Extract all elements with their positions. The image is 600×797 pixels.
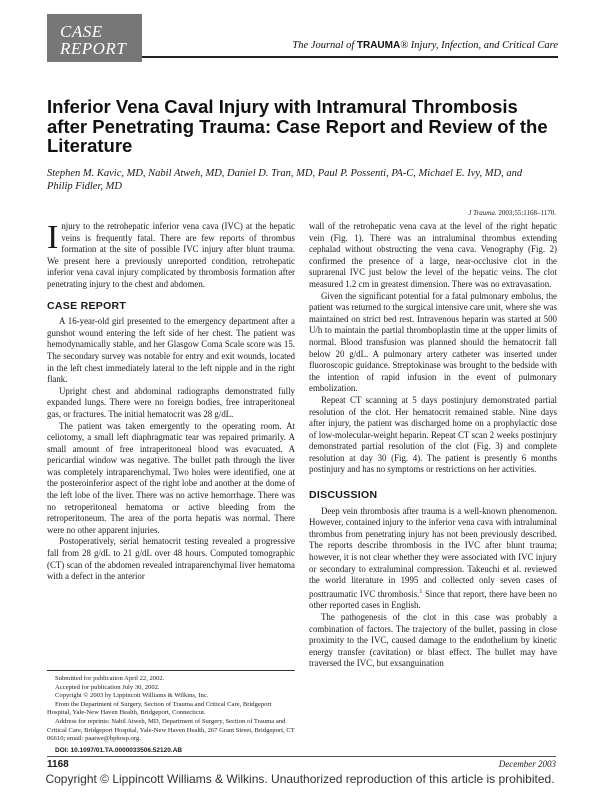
footnote-accepted: Accepted for publication July 30, 2002.: [55, 683, 160, 691]
issue-date: December 2003: [498, 759, 556, 769]
case-paragraph-1: A 16-year-old girl presented to the emergency department after a gunshot wound entering the left side of her chest. The patient was hemodynamically stable, and her Glasgow Coma Scale score was 15. The secondary survey was notable for entry and exit wounds, located in the left chest immediately lateral to the left nipple and in the right flank.: [47, 316, 295, 385]
journal-banner: [210, 40, 558, 51]
copyright-notice: Copyright © Lippincott Williams & Wilkins. Unauthorized reproduction of this article is prohibited.: [45, 772, 555, 786]
footnote-affiliation: From the Department of Surgery, Section of Trauma and Critical Care, Bridgeport Hospital, Yale-New Haven Health, Bridgeport, Connecticut.: [47, 700, 272, 717]
citation: [468, 209, 556, 217]
reference-1: 1: [419, 588, 423, 595]
abstract: [47, 221, 295, 291]
doi: DOI: 10.1097/01.TA.0000033506.52120.AB: [55, 746, 183, 754]
discussion-p1-b: Since that report, there have been no other reported cases in English.: [309, 588, 557, 611]
case-report-heading: CASE REPORT: [47, 299, 127, 312]
case-paragraph-5: wall of the retrohepatic vena cava at the level of the right hepatic vein (Fig. 1). There was an intraluminal thrombus extending cephalad without obstructing the vena cava. Venography (Fig. 2) confirmed the presence of a large, near-occlusive clot in the suprarenal IVC just below the level of the hepatic veins. The clot measured 1.2 cm in greatest dimension. There was no extravasation.: [309, 221, 557, 289]
case-report-tab: [47, 14, 142, 62]
footnote-copyright: Copyright © 2003 by Lippincott Williams & Wilkins, Inc.: [55, 692, 209, 700]
discussion-p1-a: Deep vein thrombosis after trauma is a well-known phenomenon. However, contained injury to the inferior vena cava with intraluminal thrombus from penetrating injury has not been previously described. The reports describe thrombosis in the IVC after blunt trauma; however, it is not clear whether they were associated with IVC injury or secondary to extraluminal compression. Takeuchi et al. reviewed the world literature in 1995 and collected only seven cases of posttraumatic IVC thrombosis.: [309, 505, 557, 599]
footnotes: [47, 670, 295, 755]
abstract-text: njury to the retrohepatic inferior vena cava (IVC) at the hepatic veins is frequently fatal. There are few reports of thrombus formation at the site of possible IVC injury after blunt trauma. We present here a previously unreported condition, retrohepatic inferior vena caval injury complicated by thrombosis formation after penetrating injury to the chest and abdomen.: [47, 221, 295, 289]
case-tab-line1: CASE: [60, 22, 103, 41]
journal-prefix: The Journal of: [292, 40, 357, 51]
case-paragraph-2: Upright chest and abdominal radiographs demonstrated fully expanded lungs. There were no foreign bodies, free intraperitoneal gas, or fractures. The initial hematocrit was 28 g/dL.: [47, 385, 295, 419]
drop-cap: I: [47, 219, 59, 256]
banner-rule: [142, 56, 558, 58]
journal-suffix: ® Injury, Infection, and Critical Care: [400, 40, 558, 51]
case-paragraph-6: Given the significant potential for a fatal pulmonary embolus, the patient was returned to the surgical intensive care unit, where she was maintained on strict bed rest. Intravenous heparin was started at 500 U/h to maintain the partial thromboplastin time at the upper limits of normal. Blood transfusion was planned should the hematocrit fall below 20 g/dL. A pulmonary artery catheter was inserted under fluoroscopic guidance. Streptokinase was brought to the bedside with the intention of rapid infusion in the event of pulmonary embolization.: [309, 290, 557, 394]
citation-journal: J Trauma.: [468, 209, 497, 217]
right-column: [309, 221, 557, 670]
discussion-paragraph-2: The pathogenesis of the clot in this case was probably a combination of factors. The trajectory of the bullet, passing in close proximity to the IVC, caused damage to the endothelium by kinetic energy transfer (cavitation) or blast effect. The bullet may have traversed the IVC, but exsanguination: [309, 611, 557, 669]
article-title: Inferior Vena Caval Injury with Intramural Thrombosis after Penetrating Trauma: Case Report and Review of the Literature: [47, 96, 548, 156]
case-paragraph-4: Postoperatively, serial hematocrit testing revealed a progressive fall from 28 g/dL to 21 g/dL over 48 hours. Computed tomographic (CT) scan of the abdomen revealed intraparenchymal liver hematoma with a defect in the anterior: [47, 536, 295, 582]
footer-rule: [47, 756, 556, 757]
author-list: Stephen M. Kavic, MD, Nabil Atweh, MD, Daniel D. Tran, MD, Paul P. Possenti, PA-C, Michael E. Ivy, MD, and Philip Fidler, MD: [47, 168, 523, 192]
discussion-heading: DISCUSSION: [309, 489, 378, 502]
page-number: 1168: [47, 759, 69, 770]
left-column: [47, 221, 295, 583]
citation-details: 2003;55:1168–1170.: [496, 209, 556, 217]
journal-trauma: TRAUMA: [356, 40, 401, 51]
case-tab-line2: REPORT: [60, 39, 127, 58]
discussion-paragraph-1: [309, 506, 557, 612]
footnote-submitted: Submitted for publication April 22, 2002.: [55, 675, 165, 682]
case-paragraph-3: The patient was taken emergently to the operating room. At celiotomy, a small left diaphragmatic tear was repaired primarily. A small amount of free intraperitoneal blood was evacuated. A pericardial window was negative. The bullet path through the liver was completely intraparenchymal. Two holes were identified, one at the posteroinferior aspect of the right lobe and another at the dome of the left lobe of the liver. There was no active hemorrhage. There was no retroperitoneal hematoma or active bleeding from the retroperitoneum. The area of the porta hepatis was normal. There were no other apparent injuries.: [47, 420, 295, 535]
footnote-reprints: Address for reprints: Nabil Atweh, MD, Department of Surgery, Section of Trauma and Critical Care, Bridgeport Hospital, Yale-New Haven Health, 267 Grant Street, Bridgeport, CT 06610; email: paatwe@bphosp.org.: [47, 717, 295, 743]
case-paragraph-7: Repeat CT scanning at 5 days postinjury demonstrated partial resolution of the clot. Her hematocrit remained stable. Nine days after injury, the patient was discharged home on a prophylactic dose of low-molecular-weight heparin. Repeat CT scan 2 weeks postinjury demonstrated partial resolution of the clot (Fig. 3) and complete resolution at day 30 (Fig. 4). The patient is presently 6 months postinjury and has no symptoms or restrictions on her activities.: [309, 394, 557, 475]
